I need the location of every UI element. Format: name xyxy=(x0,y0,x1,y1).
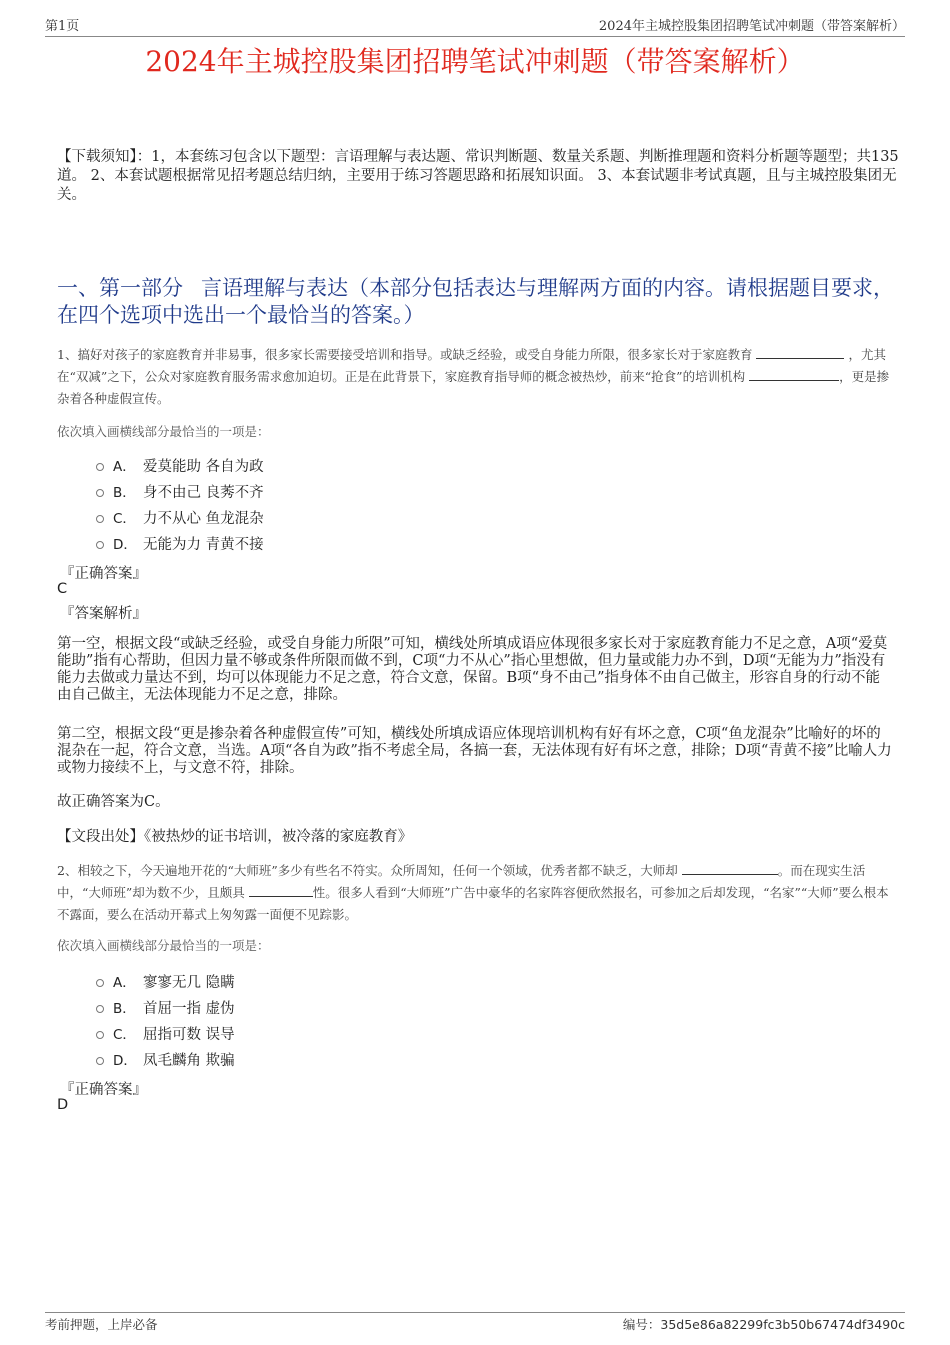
radio-icon[interactable] xyxy=(96,463,104,471)
analysis-conclusion: 故正确答案为C。 xyxy=(57,794,170,810)
question-1-prompt: 依次填入画横线部分最恰当的一项是： xyxy=(57,424,270,439)
document-title: 2024年主城控股集团招聘笔试冲刺题（带答案解析） xyxy=(145,45,805,78)
question-2-prompt: 依次填入画横线部分最恰当的一项是： xyxy=(57,938,270,953)
question-1-text-part: ，更是掺杂着各种虚假宣传。 xyxy=(57,369,890,406)
option-letter: C． xyxy=(113,511,136,527)
question-1-text-part: 1、搞好对孩子的家庭教育并非易事，很多家长需要接受培训和指导。或缺乏经验，或受自身能力所限，很多家长对于家庭教育 xyxy=(57,347,753,362)
option-letter: C． xyxy=(113,1027,136,1043)
fill-blank xyxy=(756,344,844,359)
option-text: 首屈一指 虚伪 xyxy=(143,1000,235,1017)
option-b[interactable] xyxy=(96,478,264,504)
option-c[interactable] xyxy=(96,1020,235,1046)
page-footer xyxy=(45,1312,905,1333)
option-a[interactable] xyxy=(96,968,235,994)
option-letter: B． xyxy=(113,485,136,501)
serial-code: 35d5e86a82299fc3b50b67474df3490c xyxy=(660,1317,905,1332)
question-2-text-part: 2、相较之下，今天遍地开花的“大师班”多少有些名不符实。众所周知，任何一个领域，优秀者都不缺乏，大师却 xyxy=(57,863,678,878)
correct-answer: D xyxy=(57,1097,69,1113)
page-number: 第1页 xyxy=(45,19,80,34)
question-1-stem xyxy=(57,344,900,410)
option-d[interactable] xyxy=(96,530,264,556)
question-1-text-part: ，尤其在“双减”之下，公众对家庭教育服务需求愈加迫切。正是在此背景下，家庭教育指导师的概念被热炒，前来“抢食”的培训机构 xyxy=(57,347,886,384)
fill-blank xyxy=(749,366,839,381)
analysis-paragraph-1: 第一空，根据文段“或缺乏经验，或受自身能力所限”可知，横线处所填成语应体现很多家长对于家庭教育能力不足之意，A项“爱莫能助”指有心帮助，但因力量不够或条件所限而做不到，C项“力不从心”指心里想做，但力量或能力办不到，D项“无能为力”指没有能力去做或力量达不到，均可以体现能力不足之意，符合文意，保留。B项“身不由己”指身体不由自己做主，形容自身的行动不能由自己做主，无法体现能力不足之意，排除。 xyxy=(57,636,888,703)
question-2-options xyxy=(96,968,235,1072)
option-letter: D． xyxy=(113,537,137,553)
question-2-text-part: 性。很多人看到“大师班”广告中豪华的名家阵容便欣然报名，可参加之后却发现，“名家”“大师”要么根本不露面，要么在活动开幕式上匆匆露一面便不见踪影。 xyxy=(57,885,889,922)
footer-slogan: 考前押题，上岸必备 xyxy=(45,1317,158,1332)
correct-answer: C xyxy=(57,581,68,597)
page-header xyxy=(45,14,905,37)
radio-icon[interactable] xyxy=(96,489,104,497)
section-description: 言语理解与表达（本部分包括表达与理解两方面的内容。请根据题目要求，在四个选项中选出一个最恰当的答案。） xyxy=(57,276,894,327)
option-text: 无能为力 青黄不接 xyxy=(143,536,264,553)
option-text: 爱莫能助 各自为政 xyxy=(143,458,264,475)
radio-icon[interactable] xyxy=(96,979,104,987)
section-number: 一、第一部分 xyxy=(57,276,183,300)
radio-icon[interactable] xyxy=(96,541,104,549)
correct-answer-label: 『正确答案』 xyxy=(60,566,147,582)
question-2-text-part: 。而在现实生活中，“大师班”却为数不少，且颇具 xyxy=(57,863,866,900)
option-text: 寥寥无几 隐瞒 xyxy=(143,974,235,991)
radio-icon[interactable] xyxy=(96,1057,104,1065)
option-text: 屈指可数 误导 xyxy=(143,1026,235,1043)
section-heading xyxy=(57,275,900,329)
option-letter: A． xyxy=(113,459,136,475)
option-a[interactable] xyxy=(96,452,264,478)
fill-blank xyxy=(249,882,313,897)
radio-icon[interactable] xyxy=(96,515,104,523)
header-doc-title: 2024年主城控股集团招聘笔试冲刺题（带答案解析） xyxy=(598,19,905,34)
option-letter: D． xyxy=(113,1053,137,1069)
analysis-label: 『答案解析』 xyxy=(60,606,147,622)
correct-answer-label: 『正确答案』 xyxy=(60,1082,147,1098)
download-notice: 【下载须知】：1，本套练习包含以下题型：言语理解与表达题、常识判断题、数量关系题、判断推理题和资料分析题等题型；共135道。 2、本套试题根据常见招考题总结归纳，主要用于练习答题思路和拓展知识面。 3、本套试题非考试真题，且与主城控股集团无关。 xyxy=(57,149,899,203)
analysis-paragraph-2: 第二空，根据文段“更是掺杂着各种虚假宣传”可知，横线处所填成语应体现培训机构有好有坏之意，C项“鱼龙混杂”比喻好的坏的混杂在一起，符合文意，当选。A项“各自为政”指不考虑全局，各搞一套，无法体现有好有坏之意，排除；D项“青黄不接”比喻人力或物力接续不上，与文意不符，排除。 xyxy=(57,726,892,776)
option-b[interactable] xyxy=(96,994,235,1020)
option-d[interactable] xyxy=(96,1046,235,1072)
option-letter: B． xyxy=(113,1001,136,1017)
serial-label: 编号： xyxy=(622,1317,661,1332)
option-c[interactable] xyxy=(96,504,264,530)
passage-source: 【文段出处】《被热炒的证书培训，被冷落的家庭教育》 xyxy=(57,829,413,845)
radio-icon[interactable] xyxy=(96,1005,104,1013)
option-text: 力不从心 鱼龙混杂 xyxy=(143,510,264,527)
question-1-options xyxy=(96,452,264,556)
footer-serial xyxy=(623,1315,905,1333)
option-letter: A． xyxy=(113,975,136,991)
option-text: 凤毛麟角 欺骗 xyxy=(143,1052,235,1069)
question-2-stem xyxy=(57,860,900,926)
fill-blank xyxy=(682,860,778,875)
option-text: 身不由己 良莠不齐 xyxy=(143,484,264,501)
radio-icon[interactable] xyxy=(96,1031,104,1039)
